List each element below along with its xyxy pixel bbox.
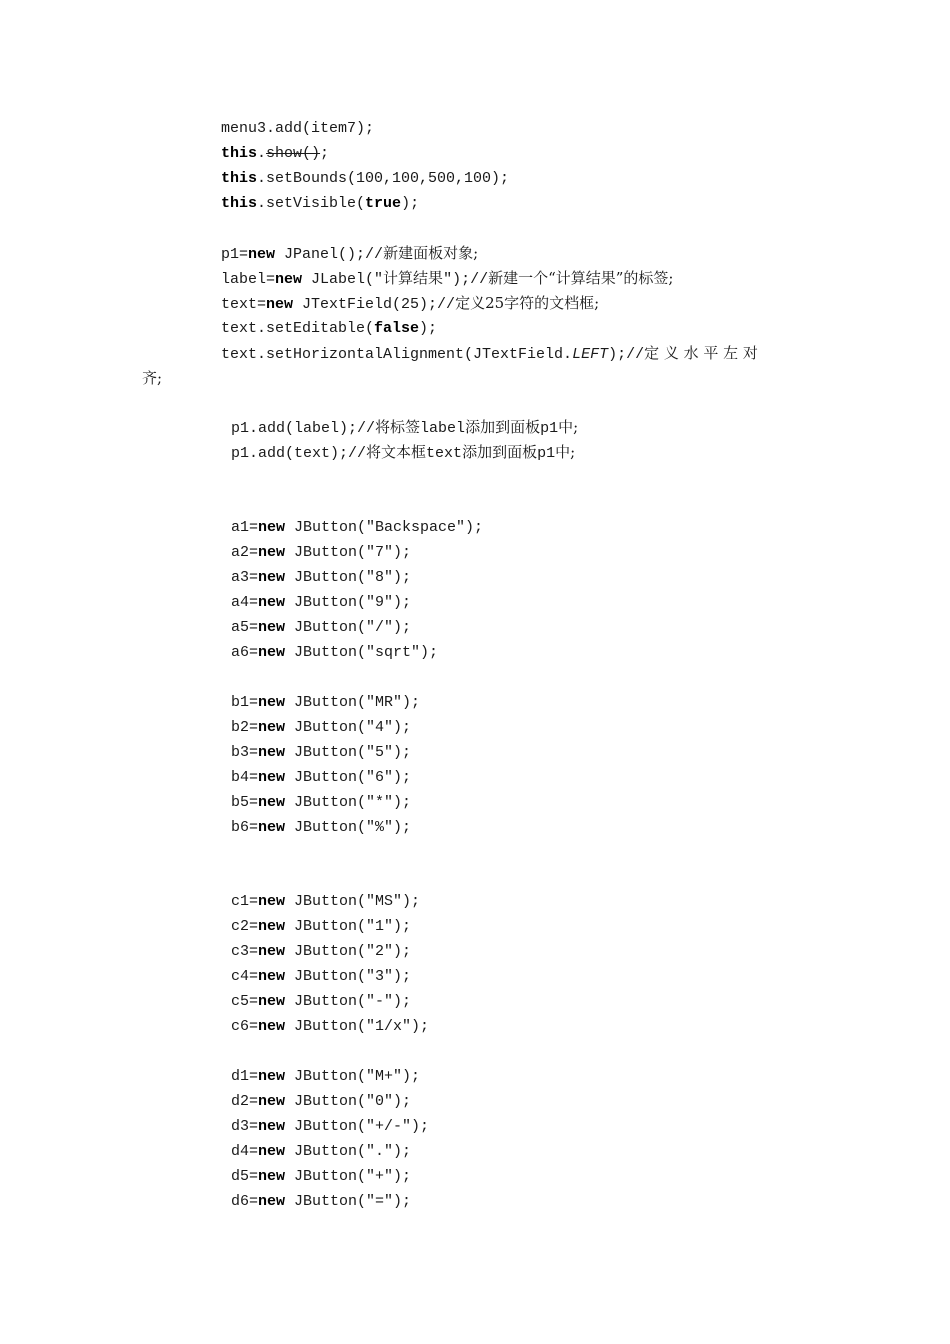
code-token: text.setHorizontalAlignment(JTextField. — [221, 345, 573, 363]
code-token: text — [426, 445, 463, 463]
code-keyword: new — [258, 1018, 286, 1036]
code-comment-text: 定义25字符的文档框; — [455, 293, 600, 312]
code-keyword: this — [221, 169, 258, 187]
code-token: c2= — [231, 918, 259, 936]
code-line — [231, 590, 411, 615]
code-line — [221, 291, 599, 316]
code-line — [231, 989, 411, 1014]
code-token: a6= — [231, 643, 259, 661]
code-token: .setVisible( — [257, 194, 366, 212]
code-token: JButton("="); — [285, 1192, 412, 1210]
code-token: JButton("-"); — [285, 993, 412, 1011]
code-token: JPanel();// — [275, 245, 384, 263]
code-token: a1= — [231, 519, 259, 537]
code-token: JButton("*"); — [285, 793, 412, 811]
code-token: JButton("/"); — [285, 619, 412, 636]
code-token: a3= — [231, 569, 259, 587]
code-line — [231, 515, 483, 540]
code-token: c4= — [231, 968, 259, 986]
code-token: JButton("sqrt"); — [285, 643, 439, 661]
code-line — [231, 889, 420, 914]
code-line — [231, 815, 411, 840]
code-token: ); — [401, 194, 420, 212]
code-token: p1 — [540, 420, 559, 438]
code-comment-text: 将标签 — [375, 418, 421, 437]
code-token: d4= — [231, 1142, 259, 1160]
code-comment-text: 定 义 水 平 左 对 — [644, 343, 758, 362]
code-token: LEFT — [572, 345, 609, 363]
code-token: menu3.add(item7); — [221, 120, 375, 137]
code-keyword: new — [248, 245, 276, 263]
code-keyword: new — [258, 1118, 286, 1135]
code-line — [231, 540, 411, 565]
code-comment-text: 将文本框 — [366, 443, 427, 462]
code-token: d3= — [231, 1118, 259, 1135]
code-token: JButton("1/x"); — [285, 1018, 430, 1036]
code-token: b3= — [231, 743, 259, 761]
code-token: JButton("2"); — [285, 943, 412, 961]
code-token: c5= — [231, 993, 259, 1011]
code-token: ; — [320, 144, 330, 162]
code-keyword: true — [365, 194, 402, 212]
code-keyword: new — [258, 643, 286, 661]
code-keyword: new — [275, 270, 303, 288]
code-token: a4= — [231, 594, 259, 612]
code-token: b6= — [231, 818, 259, 836]
code-keyword: new — [258, 768, 286, 786]
code-keyword: this — [221, 194, 258, 212]
code-line — [231, 1089, 411, 1114]
code-line — [231, 1114, 429, 1139]
code-token: ");// — [443, 270, 489, 288]
code-token: b1= — [231, 693, 259, 711]
code-line — [231, 640, 438, 665]
code-line — [231, 565, 411, 590]
code-token: JButton("%"); — [285, 818, 412, 836]
code-token: p1 — [537, 445, 556, 463]
code-token: a5= — [231, 619, 259, 636]
code-line — [231, 1139, 411, 1164]
code-line — [221, 341, 758, 366]
code-comment-text: 添加到面板 — [462, 443, 538, 462]
code-line — [221, 266, 673, 291]
code-line — [142, 366, 162, 391]
code-keyword: new — [258, 693, 286, 711]
code-token: JButton("."); — [285, 1142, 412, 1160]
code-token: p1.add(text);// — [231, 445, 367, 463]
code-comment-text: 添加到面板 — [465, 418, 541, 437]
code-line — [231, 964, 411, 989]
code-token: label= — [221, 270, 276, 288]
code-token: JButton("4"); — [285, 718, 412, 736]
code-line — [231, 715, 411, 740]
code-comment-text: 齐; — [142, 368, 163, 387]
code-token: JButton("Backspace"); — [285, 519, 484, 537]
code-token: .setBounds(100,100,500,100); — [257, 169, 510, 187]
code-line — [231, 690, 420, 715]
code-comment-text: 新建一个“计算结果”的标签; — [488, 268, 674, 287]
code-token: JButton("7"); — [285, 544, 412, 562]
code-line — [231, 1064, 420, 1089]
code-keyword: new — [258, 818, 286, 836]
code-keyword: this — [221, 144, 258, 162]
code-token: c6= — [231, 1018, 259, 1036]
code-token: b4= — [231, 768, 259, 786]
code-keyword: false — [374, 319, 420, 337]
code-token: JTextField(25);// — [293, 295, 456, 313]
code-comment-text: 中; — [558, 418, 579, 437]
code-line — [231, 1164, 411, 1189]
code-line — [221, 241, 478, 266]
code-keyword: new — [258, 718, 286, 736]
code-comment-text: 计算结果 — [383, 268, 444, 287]
code-token: a2= — [231, 544, 259, 562]
code-token: c1= — [231, 893, 259, 911]
code-token: JLabel(" — [302, 270, 384, 288]
code-keyword: new — [258, 1093, 286, 1111]
code-token: label — [420, 420, 466, 438]
code-token: d2= — [231, 1093, 259, 1111]
code-line — [231, 415, 578, 440]
code-token: JButton("1"); — [285, 918, 412, 936]
code-token: d5= — [231, 1167, 259, 1185]
code-keyword: new — [258, 519, 286, 537]
code-keyword: new — [258, 893, 286, 911]
code-line — [231, 1189, 411, 1214]
code-token: JButton("M+"); — [285, 1068, 421, 1086]
code-line — [221, 141, 329, 166]
code-comment-text: 新建面板对象; — [383, 243, 479, 262]
code-keyword: new — [258, 1167, 286, 1185]
code-line — [231, 615, 411, 640]
code-token: );// — [608, 345, 645, 363]
code-keyword: new — [258, 793, 286, 811]
code-keyword: new — [258, 594, 286, 612]
code-token: JButton("MS"); — [285, 893, 421, 911]
code-keyword: new — [258, 544, 286, 562]
code-keyword: new — [266, 295, 294, 313]
code-keyword: new — [258, 918, 286, 936]
code-token: text.setEditable( — [221, 319, 375, 337]
code-line — [231, 765, 411, 790]
code-token: b2= — [231, 718, 259, 736]
code-line — [221, 191, 419, 216]
code-line — [231, 740, 411, 765]
code-line — [231, 1014, 429, 1039]
code-token: show() — [266, 144, 321, 162]
code-token: JButton("9"); — [285, 594, 412, 612]
code-token: d6= — [231, 1192, 259, 1210]
code-keyword: new — [258, 993, 286, 1011]
code-token: JButton("6"); — [285, 768, 412, 786]
code-token: JButton("+/-"); — [285, 1118, 430, 1135]
code-token: JButton("0"); — [285, 1093, 412, 1111]
code-token: . — [257, 144, 267, 162]
code-line — [231, 790, 411, 815]
code-line — [231, 914, 411, 939]
code-line — [221, 316, 437, 341]
code-token: ); — [419, 319, 438, 337]
code-keyword: new — [258, 569, 286, 587]
code-keyword: new — [258, 743, 286, 761]
code-token: text= — [221, 295, 267, 313]
code-token: JButton("MR"); — [285, 693, 421, 711]
code-token: p1= — [221, 245, 249, 263]
code-line — [221, 116, 374, 141]
code-keyword: new — [258, 1192, 286, 1210]
code-keyword: new — [258, 943, 286, 961]
code-line — [221, 166, 509, 191]
code-token: c3= — [231, 943, 259, 961]
code-token: b5= — [231, 793, 259, 811]
code-keyword: new — [258, 968, 286, 986]
code-keyword: new — [258, 1068, 286, 1086]
code-token: p1.add(label);// — [231, 420, 376, 438]
code-keyword: new — [258, 619, 286, 636]
code-keyword: new — [258, 1142, 286, 1160]
code-token: JButton("3"); — [285, 968, 412, 986]
code-line — [231, 440, 575, 465]
code-line — [231, 939, 411, 964]
code-token: JButton("5"); — [285, 743, 412, 761]
code-token: d1= — [231, 1068, 259, 1086]
code-comment-text: 中; — [555, 443, 576, 462]
code-token: JButton("8"); — [285, 569, 412, 587]
code-token: JButton("+"); — [285, 1167, 412, 1185]
